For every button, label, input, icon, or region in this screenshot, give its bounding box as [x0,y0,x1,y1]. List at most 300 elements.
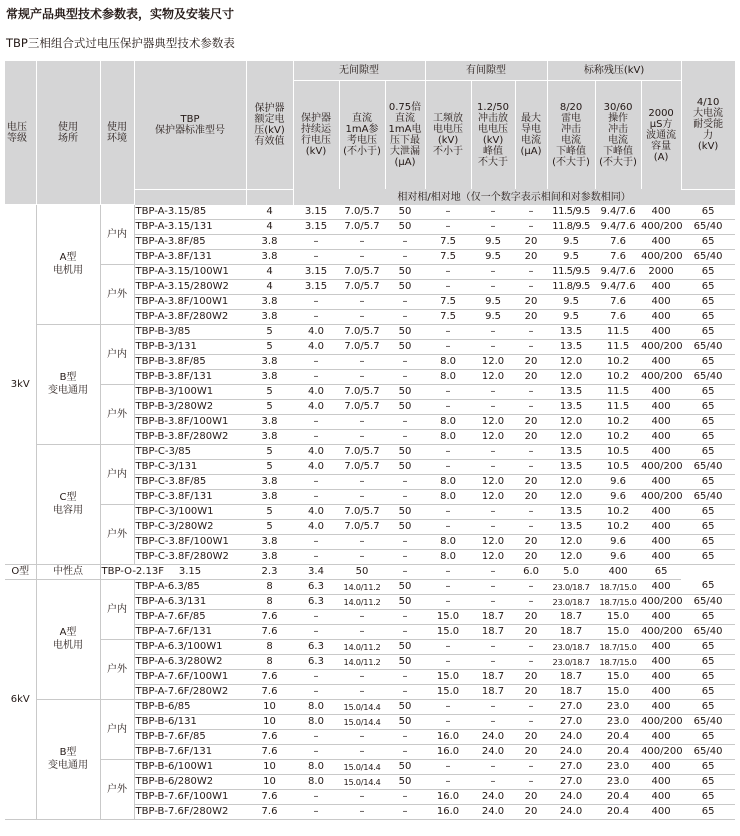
cell-leakage: 50 [385,519,425,534]
cell-high-current: 65/40 [681,339,735,354]
cell-rated-voltage: 8 [246,639,293,654]
cell-impulse-spark: – [471,714,515,729]
cell-leakage: 50 [385,774,425,789]
cell-leakage: – [385,249,425,264]
header-leakage: 0.75倍 直流 1mA电 压下最 大泄漏 (μA) [385,81,425,190]
cell-impulse-spark: 18.7 [471,609,515,624]
cell-dc-ref: – [339,429,385,444]
cell-model: TBP-B-7.6F/131 [134,744,246,759]
cell-model: TBP-A-6.3/85 [134,579,246,594]
cell-high-current: 65 [681,609,735,624]
cell-pf-spark: 8.0 [425,429,471,444]
page-heading: 常规产品典型技术参数表，实物及安装尺寸 [6,7,235,21]
cell-leakage: 50 [385,219,425,234]
cell-max-current: – [515,579,547,594]
cell-pf-spark: 8.0 [425,534,471,549]
cell-rated-voltage: 5 [246,444,293,459]
cell-dc-ref: – [339,669,385,684]
cell-max-current: – [515,459,547,474]
cell-high-current: 65 [681,414,735,429]
cell-leakage: 50 [385,759,425,774]
cell-rated-voltage: 5 [246,339,293,354]
cell-impulse-spark: 12.0 [471,474,515,489]
cell-model: TBP-O-2.13F [100,564,134,579]
header-max-current: 最大 导电 电流 (μA) [515,81,547,190]
cell-square-wave: 400 [641,384,681,399]
cell-dc-ref: – [339,474,385,489]
cell-square-wave: 400 [641,205,681,220]
cell-square-wave: 400 [641,534,681,549]
cell-impulse-spark: – [471,699,515,714]
cell-model: TBP-C-3/131 [134,459,246,474]
cell-impulse-spark: – [471,774,515,789]
cell-leakage: – [385,729,425,744]
cell-dc-ref: 7.0/5.7 [339,219,385,234]
cell-max-current: – [515,339,547,354]
header-voltage-level: 电压 等级 [5,61,36,205]
cell-pf-spark: – [425,504,471,519]
cell-mcov: 4.0 [293,399,339,414]
cell-switching: 9.6 [595,534,641,549]
cell-impulse-spark: 24.0 [471,789,515,804]
cell-rated-voltage: 3.8 [246,489,293,504]
cell-pf-spark: – [425,205,471,220]
cell-lightning: 12.0 [547,369,595,384]
cell-max-current: 20 [515,489,547,504]
cell-dc-ref: – [339,294,385,309]
cell-switching: 10.2 [595,369,641,384]
cell-lightning: 11.5/9.5 [547,264,595,279]
cell-square-wave: 400 [641,684,681,699]
cell-square-wave: 400 [641,444,681,459]
cell-pf-spark: 16.0 [425,789,471,804]
cell-lightning: 27.0 [547,774,595,789]
cell-leakage: – [385,534,425,549]
cell-high-current: 65 [681,729,735,744]
cell-model: TBP-B-7.6F/85 [134,729,246,744]
cell-switching: 11.5 [595,324,641,339]
cell-max-current: 20 [515,249,547,264]
cell-mcov: 6.3 [293,654,339,669]
cell-square-wave: 400/200 [641,714,681,729]
cell-switching: 7.6 [595,249,641,264]
cell-max-current: 20 [515,414,547,429]
cell-pf-spark: 15.0 [425,669,471,684]
cell-rated-voltage: 8 [246,579,293,594]
cell-model: TBP-B-6/280W2 [134,774,246,789]
cell-mcov: 4.0 [293,444,339,459]
cell-switching: 11.5 [595,399,641,414]
cell-high-current: 65/40 [681,459,735,474]
cell-switching: 9.6 [595,489,641,504]
cell-high-current: 65 [681,444,735,459]
cell-max-current: – [515,594,547,609]
cell-square-wave: 400 [641,309,681,324]
cell-leakage: 50 [385,324,425,339]
cell-model: TBP-B-6/100W1 [134,759,246,774]
cell-model: TBP-A-7.6F/100W1 [134,669,246,684]
cell-high-current: 65 [681,774,735,789]
cell-mcov: 4.0 [293,459,339,474]
cell-dc-ref: 7.0/5.7 [339,384,385,399]
cell-lightning: 23.0/18.7 [547,579,595,594]
cell-rated-voltage: 3.8 [246,294,293,309]
cell-impulse-spark: 12.0 [471,534,515,549]
cell-high-current: 65 [681,804,735,819]
use-env-indoor: 户内 [100,324,134,384]
cell-high-current: 65 [681,309,735,324]
cell-mcov: 2.3 [246,564,293,579]
cell-mcov: 8.0 [293,759,339,774]
cell-square-wave: 400/200 [641,744,681,759]
cell-lightning: 13.5 [547,399,595,414]
cell-rated-voltage: 5 [246,399,293,414]
cell-switching: 18.7/15.0 [595,639,641,654]
cell-rated-voltage: 7.6 [246,684,293,699]
cell-leakage: 50 [385,639,425,654]
cell-leakage: 50 [385,594,425,609]
cell-square-wave: 400 [641,399,681,414]
table-row [5,699,735,714]
cell-rated-voltage: 3.8 [246,474,293,489]
cell-high-current: 65 [681,534,735,549]
cell-model: TBP-A-6.3/280W2 [134,654,246,669]
use-env-outdoor: 户外 [100,759,134,819]
cell-rated-voltage: 7.6 [246,729,293,744]
cell-switching: 23.0 [595,759,641,774]
cell-mcov: – [293,804,339,819]
cell-square-wave: 400/200 [641,624,681,639]
cell-max-current: – [515,264,547,279]
cell-impulse-spark: – [471,759,515,774]
cell-mcov: 3.15 [293,205,339,220]
cell-mcov: 6.3 [293,579,339,594]
cell-rated-voltage: 3.8 [246,534,293,549]
cell-square-wave: 400 [641,234,681,249]
cell-switching: 9.6 [595,549,641,564]
cell-square-wave: 400 [641,639,681,654]
cell-mcov: – [293,354,339,369]
cell-dc-ref: – [339,309,385,324]
cell-square-wave: 400 [641,504,681,519]
cell-pf-spark: – [385,564,425,579]
cell-dc-ref: – [339,729,385,744]
cell-model: TBP-C-3/100W1 [134,504,246,519]
cell-max-current: 20 [515,744,547,759]
cell-rated-voltage: 8 [246,654,293,669]
cell-impulse-spark: 24.0 [471,729,515,744]
cell-pf-spark: – [425,459,471,474]
cell-max-current: – [515,205,547,220]
cell-model: TBP-B-3/280W2 [134,399,246,414]
cell-model: TBP-A-3.8F/280W2 [134,309,246,324]
cell-model: TBP-A-6.3/131 [134,594,246,609]
cell-rated-voltage: 3.15 [134,564,246,579]
cell-impulse-spark: 9.5 [471,309,515,324]
header-note: 相对相/相对地（仅一个数字表示相间和对参数相同） [293,189,735,205]
cell-mcov: – [293,309,339,324]
cell-dc-ref: – [339,234,385,249]
cell-mcov: 4.0 [293,519,339,534]
cell-lightning: 13.5 [547,504,595,519]
header-group-gap: 有间隙型 [425,61,547,81]
cell-dc-ref: 7.0/5.7 [339,459,385,474]
table-row [5,324,735,339]
cell-pf-spark: – [425,774,471,789]
cell-switching: 10.5 [595,459,641,474]
cell-model: TBP-A-3.15/131 [134,219,246,234]
cell-pf-spark: 15.0 [425,609,471,624]
cell-pf-spark: – [425,339,471,354]
cell-max-current: 20 [515,549,547,564]
table-row [5,384,735,399]
cell-high-current: 65 [681,384,735,399]
cell-model: TBP-B-3.8F/131 [134,369,246,384]
cell-high-current: 65 [681,264,735,279]
cell-square-wave: 400 [641,774,681,789]
cell-dc-ref: 7.0/5.7 [339,399,385,414]
cell-rated-voltage: 10 [246,774,293,789]
cell-lightning: 13.5 [547,324,595,339]
cell-mcov: 6.3 [293,594,339,609]
cell-switching: 23.0 [595,699,641,714]
cell-pf-spark: – [425,594,471,609]
cell-mcov: – [293,669,339,684]
cell-rated-voltage: 3.8 [246,369,293,384]
cell-lightning: 13.5 [547,519,595,534]
header-square-wave: 2000 μS方 波通流 容量 (A) [641,81,681,190]
cell-lightning: 24.0 [547,804,595,819]
cell-rated-voltage: 10 [246,759,293,774]
cell-leakage: 50 [339,564,385,579]
use-place-o-type: O型 [5,564,36,579]
cell-lightning: 12.0 [547,414,595,429]
cell-dc-ref: 7.0/5.7 [339,205,385,220]
cell-high-current: 65/40 [681,249,735,264]
cell-leakage: – [385,549,425,564]
cell-max-current: 20 [515,789,547,804]
cell-leakage: – [385,309,425,324]
cell-impulse-spark: – [471,444,515,459]
cell-lightning: 9.5 [547,309,595,324]
cell-mcov: 8.0 [293,699,339,714]
cell-lightning: 24.0 [547,729,595,744]
header-switching: 30/60 操作 冲击 电流 下峰值 (不大于) [595,81,641,190]
cell-leakage: 50 [385,579,425,594]
cell-square-wave: 400 [641,804,681,819]
cell-dc-ref: – [339,489,385,504]
cell-pf-spark: 7.5 [425,309,471,324]
cell-pf-spark: 16.0 [425,729,471,744]
cell-leakage: 50 [385,384,425,399]
cell-mcov: 3.15 [293,219,339,234]
cell-model: TBP-A-3.15/280W2 [134,279,246,294]
cell-max-current: 20 [515,609,547,624]
cell-switching: 15.0 [595,669,641,684]
cell-max-current: 20 [515,429,547,444]
cell-rated-voltage: 10 [246,699,293,714]
cell-square-wave: 400 [641,549,681,564]
cell-pf-spark: – [425,714,471,729]
header-rated-voltage: 保护器 额定电 压(kV) 有效值 [246,61,293,189]
cell-switching: 20.4 [595,789,641,804]
cell-dc-ref: 7.0/5.7 [339,519,385,534]
voltage-level-3kv: 3kV [5,205,36,565]
cell-high-current: 65 [681,669,735,684]
cell-leakage: – [385,234,425,249]
cell-high-current: 65 [681,234,735,249]
cell-high-current: 65 [681,399,735,414]
cell-rated-voltage: 10 [246,714,293,729]
cell-leakage: – [385,294,425,309]
cell-dc-ref: – [339,744,385,759]
cell-dc-ref: – [339,804,385,819]
cell-switching: 15.0 [595,609,641,624]
cell-rated-voltage: 4 [246,264,293,279]
use-env-outdoor: 户外 [100,384,134,444]
cell-pf-spark: 16.0 [425,804,471,819]
cell-lightning: 24.0 [547,789,595,804]
cell-lightning: 27.0 [547,759,595,774]
cell-square-wave: 400 [595,564,641,579]
cell-square-wave: 400/200 [641,219,681,234]
cell-dc-ref: 15.0/14.4 [339,759,385,774]
cell-mcov: – [293,414,339,429]
cell-pf-spark: 15.0 [425,624,471,639]
cell-leakage: – [385,624,425,639]
cell-rated-voltage: 5 [246,459,293,474]
use-place-c-capacitor: C型 电容用 [36,444,100,564]
cell-square-wave: 400/200 [641,369,681,384]
cell-lightning: 12.0 [547,534,595,549]
cell-model: TBP-C-3/280W2 [134,519,246,534]
cell-switching: 9.6 [595,474,641,489]
cell-pf-spark: 8.0 [425,549,471,564]
cell-square-wave: 400 [641,294,681,309]
cell-high-current: 65 [681,759,735,774]
cell-leakage: – [385,489,425,504]
cell-impulse-spark: 12.0 [471,489,515,504]
cell-switching: 10.2 [595,504,641,519]
cell-lightning: 27.0 [547,699,595,714]
cell-impulse-spark: – [471,384,515,399]
cell-high-current: 65 [681,279,735,294]
table-row [5,205,735,220]
cell-leakage: – [385,789,425,804]
cell-high-current: 65 [681,579,735,594]
cell-high-current: 65 [681,519,735,534]
cell-switching: 9.4/7.6 [595,264,641,279]
cell-rated-voltage: 4 [246,219,293,234]
cell-high-current: 65/40 [681,219,735,234]
cell-model: TBP-C-3.8F/100W1 [134,534,246,549]
cell-mcov: – [293,729,339,744]
cell-rated-voltage: 3.8 [246,429,293,444]
cell-lightning: 12.0 [547,489,595,504]
spec-table [5,61,736,820]
cell-mcov: – [293,234,339,249]
cell-max-current: – [515,774,547,789]
cell-square-wave: 400 [641,279,681,294]
cell-square-wave: 400 [641,579,681,594]
cell-model: TBP-A-7.6F/85 [134,609,246,624]
cell-max-current: – [515,639,547,654]
cell-pf-spark: – [425,279,471,294]
cell-dc-ref: 3.4 [293,564,339,579]
cell-impulse-spark: – [471,579,515,594]
cell-max-current: – [515,519,547,534]
cell-max-current: – [515,219,547,234]
cell-max-current: 20 [515,309,547,324]
cell-dc-ref: 14.0/11.2 [339,594,385,609]
cell-max-current: 20 [515,669,547,684]
cell-mcov: – [293,489,339,504]
cell-high-current: 65 [681,684,735,699]
table-caption: TBP三相组合式过电压保护器典型技术参数表 [6,36,235,50]
cell-impulse-spark: – [425,564,471,579]
cell-rated-voltage: 4 [246,279,293,294]
use-env-indoor: 户内 [100,579,134,639]
cell-pf-spark: 8.0 [425,489,471,504]
cell-pf-spark: – [425,399,471,414]
cell-square-wave: 400/200 [641,459,681,474]
cell-leakage: 50 [385,264,425,279]
cell-switching: 5.0 [547,564,595,579]
cell-switching: 10.2 [595,414,641,429]
cell-model: TBP-B-3/85 [134,324,246,339]
cell-rated-voltage: 3.8 [246,309,293,324]
header-group-residual: 标称残压(kV) [547,61,681,81]
cell-model: TBP-A-6.3/100W1 [134,639,246,654]
cell-model: TBP-C-3.8F/85 [134,474,246,489]
cell-lightning: 6.0 [515,564,547,579]
cell-high-current: 65 [681,504,735,519]
cell-impulse-spark: 12.0 [471,354,515,369]
use-place-b-substation: B型 变电通用 [36,324,100,444]
cell-leakage: 50 [385,714,425,729]
cell-mcov: – [293,369,339,384]
cell-max-current: – [515,444,547,459]
cell-high-current: 65/40 [681,714,735,729]
cell-high-current: 65/40 [681,744,735,759]
cell-lightning: 12.0 [547,549,595,564]
cell-switching: 11.5 [595,384,641,399]
cell-square-wave: 400 [641,729,681,744]
cell-lightning: 18.7 [547,669,595,684]
cell-square-wave: 400 [641,474,681,489]
cell-lightning: 23.0/18.7 [547,639,595,654]
cell-square-wave: 400 [641,669,681,684]
cell-impulse-spark: 12.0 [471,369,515,384]
cell-rated-voltage: 7.6 [246,744,293,759]
use-env-outdoor: 户外 [100,264,134,324]
cell-lightning: 23.0/18.7 [547,654,595,669]
use-env-neutral: 中性点 [36,564,100,579]
cell-model: TBP-C-3.8F/131 [134,489,246,504]
cell-dc-ref: 7.0/5.7 [339,264,385,279]
cell-rated-voltage: 7.6 [246,804,293,819]
cell-lightning: 18.7 [547,609,595,624]
header-pf-spark: 工频放 电电压 (kV) 不小于 [425,81,471,190]
cell-high-current: 65/40 [681,489,735,504]
cell-model: TBP-B-3.8F/100W1 [134,414,246,429]
cell-max-current: 20 [515,624,547,639]
cell-max-current: – [515,504,547,519]
cell-switching: 18.7/15.0 [595,654,641,669]
cell-mcov: – [293,789,339,804]
cell-mcov: – [293,624,339,639]
use-place-b-substation: B型 变电通用 [36,699,100,819]
